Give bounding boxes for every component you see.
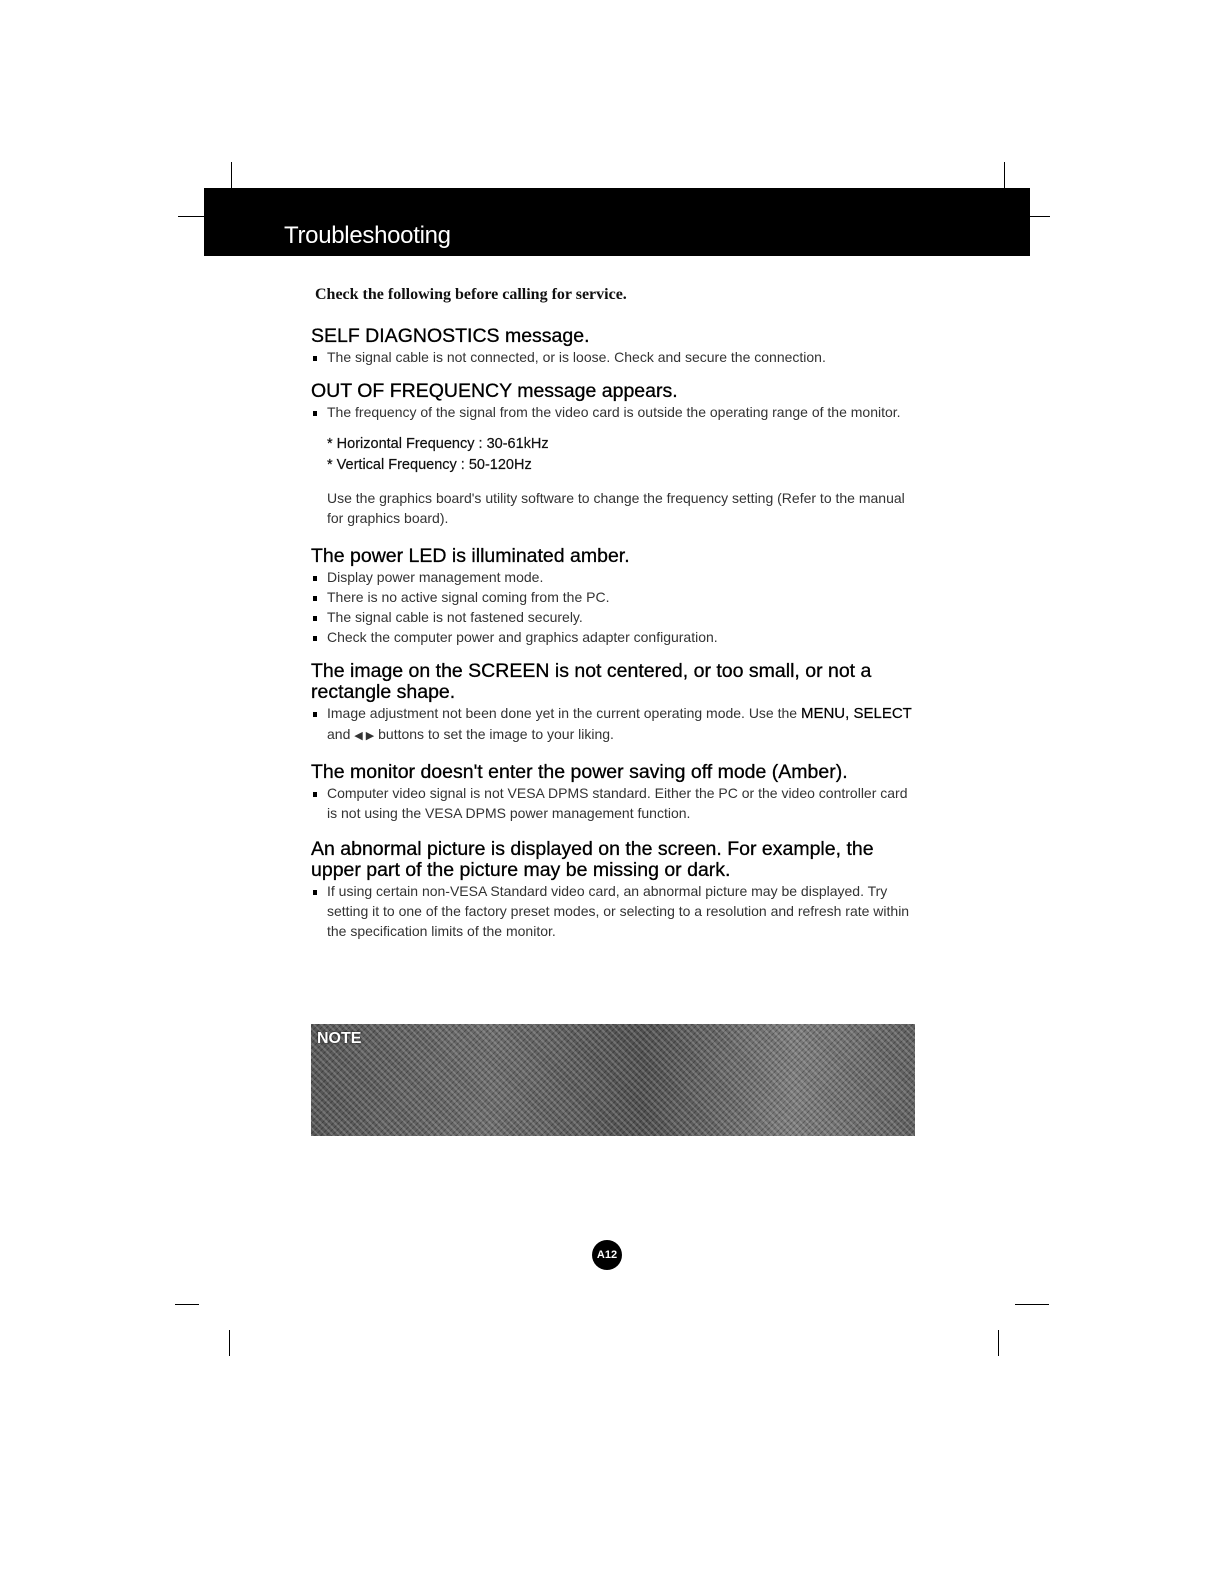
- crop-mark: [229, 1330, 230, 1356]
- note-box: [311, 1024, 915, 1136]
- vertical-frequency: * Vertical Frequency : 50-120Hz: [327, 457, 532, 473]
- section-out-of-frequency: [311, 381, 921, 528]
- section-image-not-centered: [311, 661, 921, 746]
- bullet-list: [311, 567, 921, 647]
- item-text: and: [327, 726, 351, 742]
- section-abnormal-picture: [311, 839, 921, 941]
- list-item: [311, 703, 921, 746]
- item-text: buttons to set the image to your liking.: [378, 726, 614, 742]
- list-item: Computer video signal is not VESA DPMS standard. Either the PC or the video controller card is not using the VESA DPMS power management function.: [311, 783, 921, 823]
- section-heading: The image on the SCREEN is not centered, or too small, or not a rectangle shape.: [311, 660, 872, 703]
- section-heading: The monitor doesn't enter the power saving off mode (Amber).: [311, 761, 848, 783]
- crop-mark: [1004, 162, 1005, 188]
- page-title: Troubleshooting: [284, 222, 451, 249]
- item-text: Image adjustment not been done yet in the current operating mode. Use the: [327, 705, 798, 721]
- bullet-list: [311, 703, 921, 746]
- list-item: The frequency of the signal from the video card is outside the operating range of the monitor.: [311, 402, 921, 422]
- list-item: The signal cable is not fastened securely.: [311, 607, 921, 627]
- section-heading: SELF DIAGNOSTICS message.: [311, 325, 590, 347]
- list-item: The signal cable is not connected, or is loose. Check and secure the connection.: [311, 347, 921, 367]
- bullet-list: [311, 347, 921, 367]
- frequency-specs: [327, 434, 921, 476]
- crop-mark: [175, 1304, 199, 1305]
- bullet-list: [311, 402, 921, 422]
- section-heading: An abnormal picture is displayed on the screen. For example, the upper part of the picture may be missing or dark.: [311, 838, 874, 881]
- section-power-led-amber: [311, 546, 921, 647]
- note-label: NOTE: [317, 1030, 362, 1047]
- list-item: There is no active signal coming from the PC.: [311, 587, 921, 607]
- arrow-buttons-icon: ◀ ▶: [354, 730, 375, 742]
- intro-text: Check the following before calling for service.: [315, 286, 627, 303]
- crop-mark: [231, 162, 232, 188]
- header-bar: [204, 188, 1030, 256]
- section-self-diagnostics: [311, 326, 921, 367]
- list-item: Display power management mode.: [311, 567, 921, 587]
- frequency-paragraph: Use the graphics board's utility software to change the frequency setting (Refer to the manual for graphics board).: [327, 490, 905, 526]
- crop-mark: [178, 216, 204, 217]
- bullet-list: [311, 881, 921, 941]
- section-heading: The power LED is illuminated amber.: [311, 545, 630, 567]
- section-power-saving: [311, 762, 921, 823]
- list-item: If using certain non-VESA Standard video card, an abnormal picture may be displayed. Try setting it to one of the factory preset modes, or selecting to a resolution and refresh rate within the specification limits of the monitor.: [311, 881, 921, 941]
- menu-select-label: MENU, SELECT: [800, 705, 912, 722]
- list-item: Check the computer power and graphics adapter configuration.: [311, 627, 921, 647]
- bullet-list: [311, 783, 921, 823]
- crop-mark: [1030, 216, 1050, 217]
- horizontal-frequency: * Horizontal Frequency : 30-61kHz: [327, 436, 549, 452]
- crop-mark: [998, 1330, 999, 1356]
- crop-mark: [1015, 1304, 1049, 1305]
- troubleshooting-content: [311, 326, 921, 951]
- section-heading: OUT OF FREQUENCY message appears.: [311, 380, 678, 402]
- page-number-badge: A12: [592, 1240, 622, 1270]
